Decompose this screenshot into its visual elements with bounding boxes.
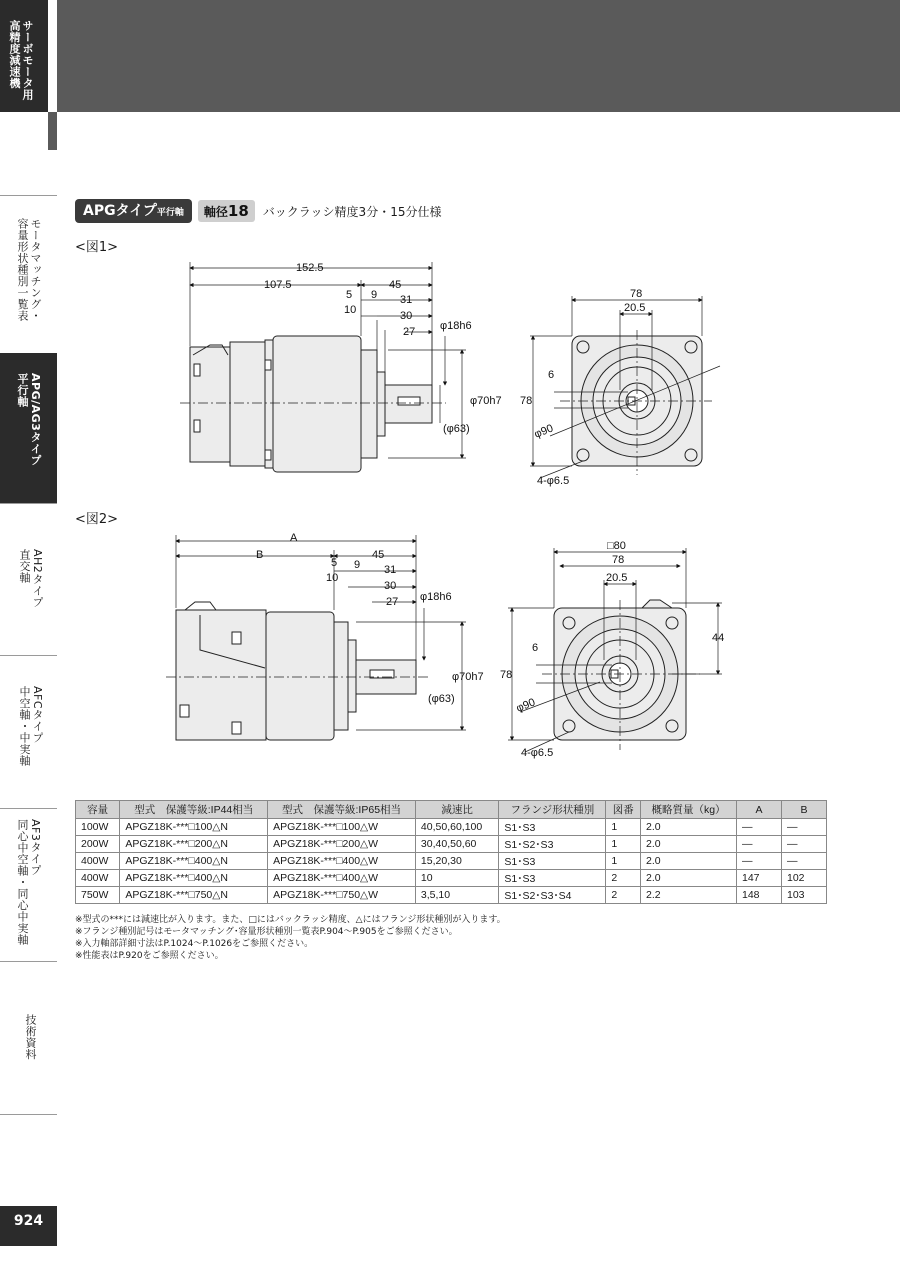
cell: 148 bbox=[737, 887, 782, 904]
svg-text:78: 78 bbox=[612, 554, 625, 566]
cell: APGZ18K-***□100△W bbox=[268, 819, 416, 836]
cell: — bbox=[782, 819, 827, 836]
col-mass: 概略質量（kg） bbox=[641, 801, 737, 819]
sidebar-tab-af3[interactable] bbox=[0, 808, 57, 962]
cell: S1･S3 bbox=[499, 819, 606, 836]
svg-text:31: 31 bbox=[400, 294, 413, 306]
sidebar-tab-label: 技術資料 bbox=[24, 1014, 37, 1060]
svg-text:4-φ6.5: 4-φ6.5 bbox=[537, 475, 570, 487]
table-row bbox=[76, 887, 827, 904]
col-ratio: 減速比 bbox=[415, 801, 498, 819]
sidebar-tab-label: AH2タイプ 直交軸 bbox=[18, 549, 44, 608]
sidebar-tab-technical[interactable] bbox=[0, 961, 57, 1115]
svg-text:A: A bbox=[290, 532, 298, 544]
table-header-row bbox=[76, 801, 827, 819]
cell: 200W bbox=[76, 836, 120, 853]
cell: APGZ18K-***□200△N bbox=[120, 836, 268, 853]
cell: 100W bbox=[76, 819, 120, 836]
cell: — bbox=[782, 836, 827, 853]
cell: — bbox=[737, 819, 782, 836]
figure2-side-view bbox=[166, 602, 430, 740]
cell: S1･S3 bbox=[499, 870, 606, 887]
sidebar-tab-label: APG/AG3タイプ 平行軸 bbox=[16, 373, 42, 466]
cell: 1 bbox=[606, 836, 641, 853]
svg-text:6: 6 bbox=[532, 642, 539, 654]
cell: APGZ18K-***□750△N bbox=[120, 887, 268, 904]
svg-text:9: 9 bbox=[371, 289, 378, 301]
svg-text:152.5: 152.5 bbox=[296, 262, 324, 274]
svg-text:φ18h6: φ18h6 bbox=[420, 591, 452, 603]
svg-text:10: 10 bbox=[344, 304, 357, 316]
figure1-label: <図1> bbox=[75, 240, 119, 255]
svg-text:78: 78 bbox=[520, 395, 533, 407]
figure2-front-view bbox=[542, 600, 700, 750]
cell: 3,5,10 bbox=[415, 887, 498, 904]
cell: — bbox=[737, 836, 782, 853]
sidebar-tab-label: モータマッチング・ 容量形状種別一覧表 bbox=[16, 218, 42, 322]
table-row bbox=[76, 836, 827, 853]
svg-text:φ70h7: φ70h7 bbox=[470, 395, 502, 407]
cell: S1･S2･S3 bbox=[499, 836, 606, 853]
type-badge: APGタイプ平行軸 bbox=[75, 199, 192, 223]
cell: 2.0 bbox=[641, 819, 737, 836]
svg-text:45: 45 bbox=[372, 549, 385, 561]
footnote: ※入力軸部詳細寸法はP.1024～P.1026をご参照ください。 bbox=[75, 939, 314, 949]
cell: APGZ18K-***□400△W bbox=[268, 853, 416, 870]
col-a: A bbox=[737, 801, 782, 819]
cell: 15,20,30 bbox=[415, 853, 498, 870]
spec-description: バックラッシ精度3分・15分仕様 bbox=[262, 204, 442, 219]
col-model-ip65: 型式 保護等級:IP65相当 bbox=[268, 801, 416, 819]
svg-text:□80: □80 bbox=[607, 540, 626, 552]
cell: 750W bbox=[76, 887, 120, 904]
cell: 400W bbox=[76, 853, 120, 870]
cell: 400W bbox=[76, 870, 120, 887]
footnote: ※性能表はP.920をご参照ください。 bbox=[75, 951, 224, 961]
svg-text:20.5: 20.5 bbox=[606, 572, 628, 584]
table-row bbox=[76, 853, 827, 870]
cell: APGZ18K-***□750△W bbox=[268, 887, 416, 904]
svg-text:(φ63): (φ63) bbox=[428, 693, 455, 705]
sidebar-tab-label: AF3タイプ 同心中空軸・同心中実軸 bbox=[16, 819, 42, 946]
cell: 147 bbox=[737, 870, 782, 887]
sidebar-tab-label: AFCタイプ 中空軸・中実軸 bbox=[18, 686, 44, 767]
cell: 10 bbox=[415, 870, 498, 887]
cell: APGZ18K-***□400△N bbox=[120, 853, 268, 870]
cell: — bbox=[737, 853, 782, 870]
cell: 103 bbox=[782, 887, 827, 904]
figure1-side-view bbox=[180, 336, 446, 472]
col-capacity: 容量 bbox=[76, 801, 120, 819]
svg-text:φ90: φ90 bbox=[532, 422, 556, 441]
svg-text:φ70h7: φ70h7 bbox=[452, 671, 484, 683]
cell: 40,50,60,100 bbox=[415, 819, 498, 836]
cell: 102 bbox=[782, 870, 827, 887]
svg-text:78: 78 bbox=[500, 669, 513, 681]
page-number: 924 bbox=[0, 1206, 57, 1246]
footnote: ※フランジ種別記号はモータマッチング･容量形状種別一覧表P.904～P.905をご参照ください。 bbox=[75, 927, 458, 937]
cell: APGZ18K-***□100△N bbox=[120, 819, 268, 836]
cell: APGZ18K-***□200△W bbox=[268, 836, 416, 853]
cell: 1 bbox=[606, 819, 641, 836]
figure2-label: <図2> bbox=[75, 512, 119, 527]
table-row bbox=[76, 819, 827, 836]
svg-text:30: 30 bbox=[384, 580, 397, 592]
svg-text:30: 30 bbox=[400, 310, 413, 322]
cell: S1･S3 bbox=[499, 853, 606, 870]
svg-text:45: 45 bbox=[389, 279, 402, 291]
svg-text:27: 27 bbox=[386, 596, 399, 608]
cell: 2.0 bbox=[641, 870, 737, 887]
cell: 2.0 bbox=[641, 836, 737, 853]
svg-text:B: B bbox=[256, 549, 264, 561]
svg-text:φ90: φ90 bbox=[514, 696, 538, 715]
cell: 2.2 bbox=[641, 887, 737, 904]
col-figure: 図番 bbox=[606, 801, 641, 819]
sidebar-head-label: サーボモータ用 高精度減速機 bbox=[8, 20, 34, 101]
cell: 2 bbox=[606, 887, 641, 904]
footnotes bbox=[75, 914, 506, 962]
footnote: ※型式の***には減速比が入ります。また、□にはバックラッシ精度、△にはフランジ形状種別が入ります。 bbox=[75, 915, 506, 925]
cell: APGZ18K-***□400△W bbox=[268, 870, 416, 887]
cell: S1･S2･S3･S4 bbox=[499, 887, 606, 904]
svg-text:10: 10 bbox=[326, 572, 339, 584]
svg-text:5: 5 bbox=[331, 557, 338, 569]
svg-text:107.5: 107.5 bbox=[264, 279, 292, 291]
svg-text:6: 6 bbox=[548, 369, 555, 381]
svg-text:(φ63): (φ63) bbox=[443, 423, 470, 435]
figure1-front-view bbox=[560, 330, 712, 475]
svg-text:27: 27 bbox=[403, 326, 416, 338]
spec-table bbox=[75, 800, 827, 904]
cell: APGZ18K-***□400△N bbox=[120, 870, 268, 887]
col-model-ip44: 型式 保護等級:IP44相当 bbox=[120, 801, 268, 819]
svg-text:4-φ6.5: 4-φ6.5 bbox=[521, 747, 554, 759]
col-flange: フランジ形状種別 bbox=[499, 801, 606, 819]
shaft-badge: 軸径18 bbox=[198, 200, 255, 222]
cell: 30,40,50,60 bbox=[415, 836, 498, 853]
cell: 2 bbox=[606, 870, 641, 887]
table-row bbox=[76, 870, 827, 887]
cell: 2.0 bbox=[641, 853, 737, 870]
col-b: B bbox=[782, 801, 827, 819]
cell: 1 bbox=[606, 853, 641, 870]
cell: — bbox=[782, 853, 827, 870]
svg-text:44: 44 bbox=[712, 632, 725, 644]
svg-text:78: 78 bbox=[630, 288, 643, 300]
svg-text:20.5: 20.5 bbox=[624, 302, 646, 314]
svg-text:5: 5 bbox=[346, 289, 353, 301]
svg-text:9: 9 bbox=[354, 559, 361, 571]
svg-text:31: 31 bbox=[384, 564, 397, 576]
svg-text:φ18h6: φ18h6 bbox=[440, 320, 472, 332]
